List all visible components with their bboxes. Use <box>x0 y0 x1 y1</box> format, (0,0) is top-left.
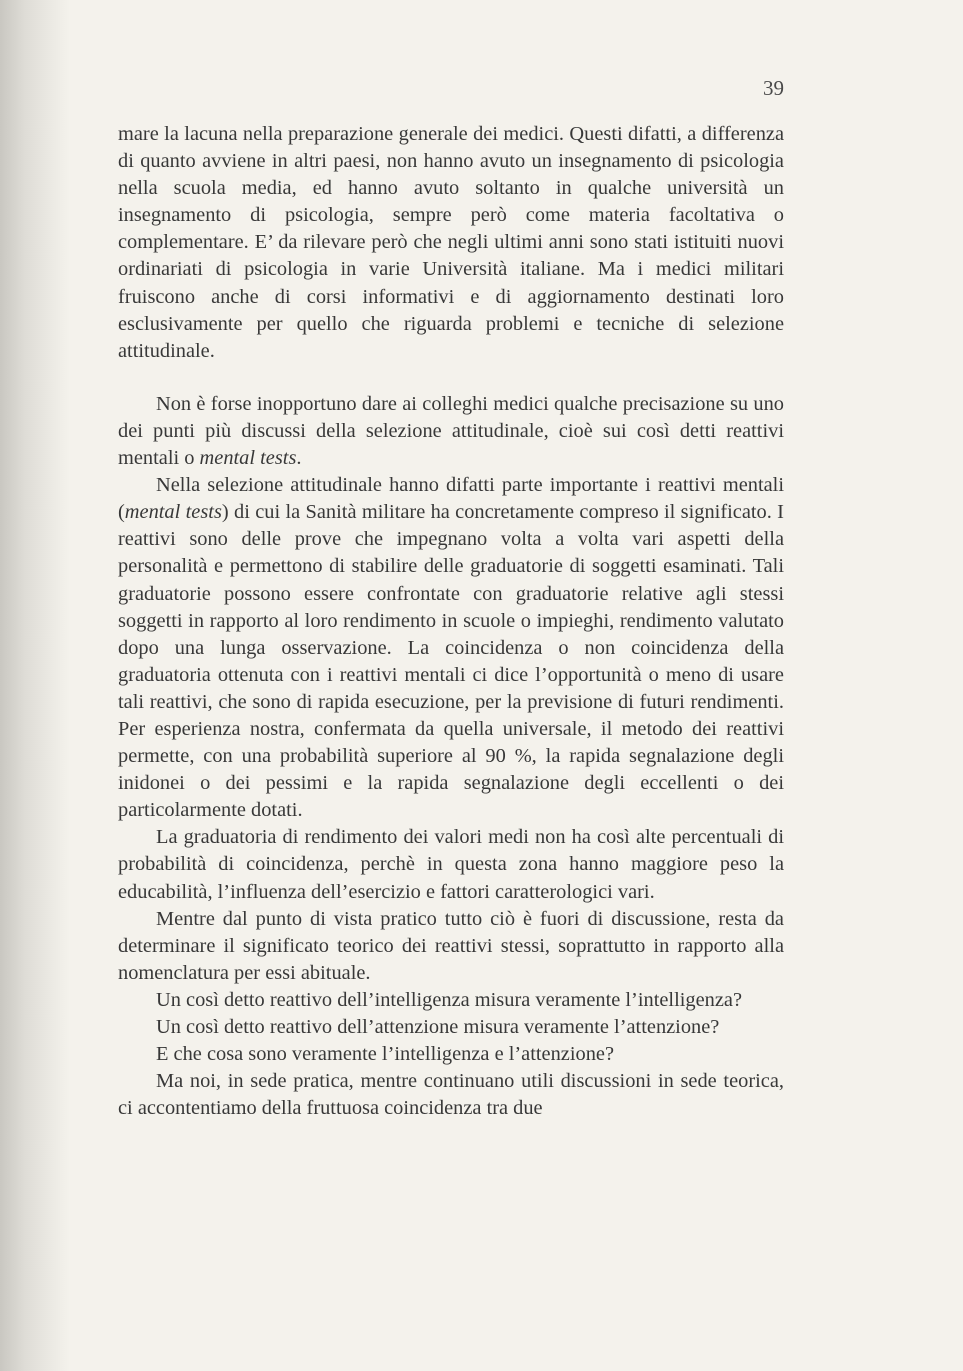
scan-gutter-shadow <box>0 0 70 1371</box>
paragraph: E che cosa sono veramente l’intelligenza e l’attenzione? <box>156 1043 615 1066</box>
paragraph: mare la lacuna nella preparazione generale dei medici. Questi difatti, a differenza di quanto avviene in altri paesi, non hanno avuto un insegnamento di psicologia nella scuola media, ed hanno avuto soltanto in qualche università un insegnamento di psicologia, sempre però come materia facoltativa o complementare. E’ da rilevare però che negli ultimi anni sono stati istituiti nuovi ordinariati di psicologia in varie Università italiane. Ma i medici militari fruiscono anche di corsi informativi e di aggiornamento destinati loro esclusivamente per quello che riguarda problemi e tecniche di selezione attitudinale. <box>118 123 784 362</box>
paragraph: Non è forse inopportuno dare ai colleghi medici qualche precisazione su uno dei punti più discussi della selezione attitudinale, cioè sui così detti reattivi mentali o mental tests. <box>118 392 784 470</box>
body-text <box>118 121 784 1122</box>
paragraph: Un così detto reattivo dell’intelligenza misura veramente l’intelligenza? <box>156 988 743 1011</box>
paragraph: Un così detto reattivo dell’attenzione misura veramente l’attenzione? <box>156 1016 720 1038</box>
italic-term: mental tests <box>124 501 222 524</box>
italic-term: mental tests <box>199 447 297 470</box>
paragraph: Ma noi, in sede pratica, mentre continuano utili discussioni in sede teorica, ci accontentiamo della fruttuosa coincidenza tra due <box>118 1070 784 1120</box>
page-number: 39 <box>763 76 784 100</box>
paragraph: Nella selezione attitudinale hanno difatti parte importante i reattivi mentali (mental tests) di cui la Sanità militare ha concretamente compreso il significato. I reattivi sono delle prove che impegnano volta a volta vari aspetti della personalità e permettono di stabilire delle graduatorie di soggetti esaminati. Tali graduatorie possono essere confrontate con graduatorie relative agli stessi soggetti in rapporto al loro rendimento in scuole o impieghi, rendimento valutato dopo una lunga osservazione. La coincidenza o non coincidenza della graduatoria ottenuta con i reattivi mentali ci dice l’opportunità o meno di usare tali reattivi, che sono di rapida esecuzione, per la previsione di futuri rendimenti. Per esperienza nostra, confermata da quella universale, il metodo dei reattivi permette, con una probabilità superiore al 90 %, la rapida segnalazione degli inidonei o dei pessimi e la rapida segnalazione degli eccellenti o dei particolarmente dotati. <box>118 474 784 822</box>
paragraph: La graduatoria di rendimento dei valori medi non ha così alte percentuali di probabilità di coincidenza, perchè in questa zona hanno maggiore peso la educabilità, l’influenza dell’esercizio e fattori caratterologici vari. <box>118 826 784 903</box>
paragraph: Mentre dal punto di vista pratico tutto ciò è fuori di discussione, resta da determinare il significato teorico dei reattivi stessi, soprattutto in rapporto alla nomenclatura per essi abituale. <box>118 907 784 984</box>
